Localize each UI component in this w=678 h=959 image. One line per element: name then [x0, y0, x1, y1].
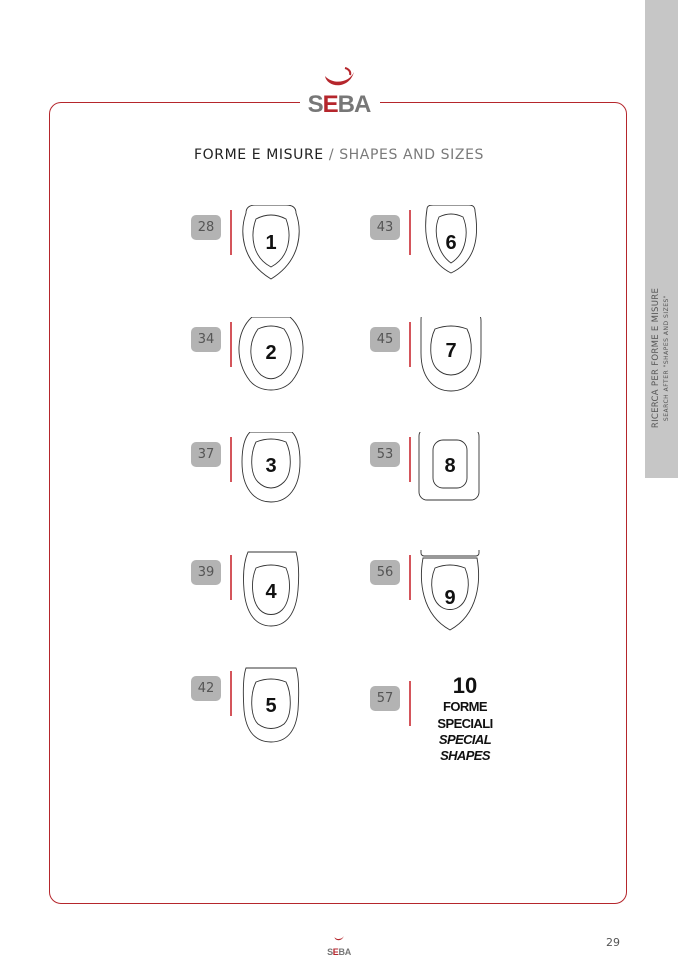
shape-code-badge: 34: [191, 327, 221, 352]
title-english: SHAPES AND SIZES: [339, 147, 485, 163]
shape-item-1[interactable]: [191, 205, 331, 285]
shape-code-badge: 43: [370, 215, 400, 240]
seat-shape-6-icon: [415, 205, 485, 281]
shape-item-10[interactable]: [370, 673, 510, 763]
special-label-italian: FORME SPECIALI: [437, 699, 493, 731]
shape-item-5[interactable]: [191, 666, 331, 746]
shape-item-7[interactable]: [370, 317, 510, 397]
shape-code-badge: 28: [191, 215, 221, 240]
logo-swoosh-icon: [319, 66, 359, 94]
shape-code-badge: 56: [370, 560, 400, 585]
page-number: 29: [606, 936, 620, 949]
red-divider: [230, 437, 232, 482]
seat-shape-5-icon: [236, 666, 306, 744]
shape-number: 4: [265, 581, 277, 603]
seat-shape-8-icon: [415, 432, 485, 508]
shape-number: 1: [265, 232, 277, 254]
shape-code-badge: 37: [191, 442, 221, 467]
red-divider: [409, 681, 411, 726]
shape-code-badge: 57: [370, 686, 400, 711]
shape-number: 6: [445, 232, 457, 254]
shape-code-badge: 45: [370, 327, 400, 352]
shape-number: 3: [265, 455, 277, 477]
shape-item-6[interactable]: [370, 205, 510, 285]
content-frame: [49, 102, 627, 904]
special-shapes-label: [420, 674, 510, 764]
shape-number: 5: [265, 695, 277, 717]
shape-number: 9: [444, 587, 456, 609]
seat-shape-2-icon: [236, 317, 306, 397]
shape-number: 8: [444, 455, 456, 477]
shape-item-9[interactable]: [370, 550, 510, 630]
logo-text: SEBA: [307, 91, 371, 118]
side-tab-line2: SEARCH AFTER "SHAPES AND SIZES": [663, 294, 670, 422]
shape-code-badge: 42: [191, 676, 221, 701]
shape-number: 10: [452, 673, 478, 698]
red-divider: [230, 555, 232, 600]
shape-code-badge: 53: [370, 442, 400, 467]
shape-code-badge: 39: [191, 560, 221, 585]
seat-shape-9-icon: [415, 550, 485, 636]
seba-logo: [299, 66, 379, 118]
red-divider: [409, 555, 411, 600]
shape-item-4[interactable]: [191, 550, 331, 630]
title-separator: /: [323, 147, 340, 163]
red-divider: [409, 437, 411, 482]
side-tab-line1: RICERCA PER FORME E MISURE: [651, 287, 661, 429]
seat-shape-7-icon: [415, 317, 485, 395]
side-tab-label: [651, 208, 671, 508]
seat-shape-4-icon: [236, 550, 306, 628]
seat-shape-3-icon: [236, 432, 306, 508]
shape-number: 2: [265, 342, 277, 364]
red-divider: [230, 210, 232, 255]
shape-number: 7: [445, 340, 457, 362]
shape-item-8[interactable]: [370, 432, 510, 512]
footer-logo-swoosh-icon: [332, 934, 346, 943]
page-title: [0, 147, 678, 163]
red-divider: [409, 322, 411, 367]
shape-item-2[interactable]: [191, 317, 331, 397]
red-divider: [230, 671, 232, 716]
shape-item-3[interactable]: [191, 432, 331, 512]
seat-shape-1-icon: [236, 205, 306, 281]
special-label-english: SPECIAL SHAPES: [438, 732, 492, 763]
title-italian: FORME E MISURE: [193, 147, 324, 163]
red-divider: [230, 322, 232, 367]
footer-logo: SEBA: [323, 928, 355, 957]
red-divider: [409, 210, 411, 255]
